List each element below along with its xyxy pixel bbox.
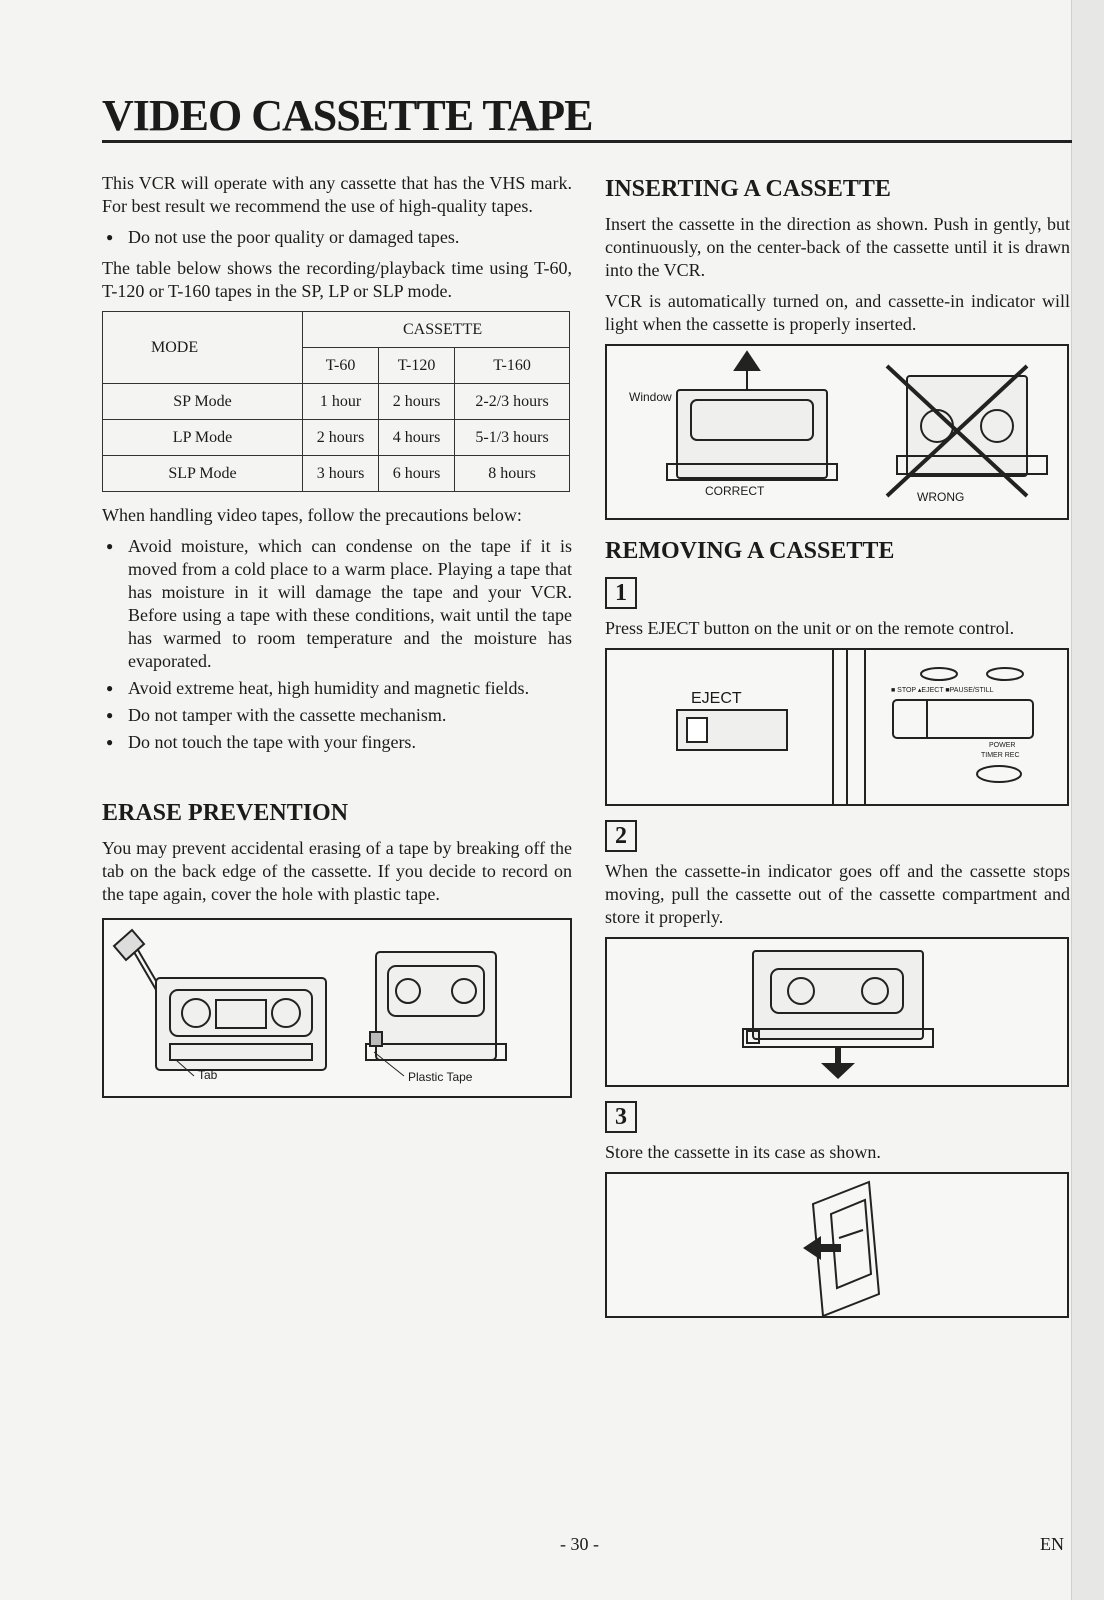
step-3-text: Store the cassette in its case as shown. — [605, 1142, 881, 1162]
cassette-icon — [743, 951, 933, 1047]
cell: 4 hours — [379, 420, 455, 456]
mode-header: MODE — [103, 312, 303, 384]
plastic-tape-label: Plastic Tape — [408, 1070, 473, 1084]
pull-out-illustration — [605, 937, 1069, 1087]
remote-control-icon — [865, 650, 1033, 804]
cassette-header: CASSETTE — [303, 312, 570, 348]
store-illustration — [605, 1172, 1069, 1318]
left-column — [102, 172, 572, 1098]
language-label: EN — [1040, 1534, 1064, 1554]
precaution-item: ● Do not touch the tape with your fingers. — [102, 731, 572, 754]
row-mode: LP Mode — [103, 420, 303, 456]
tab-label: Tab — [198, 1068, 218, 1082]
insert-direction-illustration — [607, 346, 1067, 518]
removing-heading: REMOVING A CASSETTE — [605, 538, 895, 564]
cell: 1 hour — [303, 384, 379, 420]
cassette-icon — [156, 978, 326, 1070]
row-mode: SLP Mode — [103, 456, 303, 492]
remote-button-labels: ■ STOP ▴EJECT ■PAUSE/STILL — [891, 687, 994, 694]
precaution-item: ● Do not tamper with the cassette mechanism. — [102, 704, 572, 727]
intro-bullets — [102, 226, 572, 249]
vcr-unit-icon — [677, 650, 847, 804]
cell: 6 hours — [379, 456, 455, 492]
step-2-text: When the cassette-in indicator goes off and the cassette stops moving, pull the cassette out of the cassette compartment and store it properly. — [605, 861, 1070, 927]
table-row — [103, 420, 570, 456]
store-cassette-illustration — [607, 1174, 1067, 1316]
cassette-icon — [366, 952, 506, 1060]
cassette-tab-illustration — [104, 920, 570, 1096]
power-label: POWER — [989, 742, 1016, 749]
step-1-text: Press EJECT button on the unit or on the remote control. — [605, 618, 1015, 638]
wrong-cassette-icon — [887, 366, 1047, 496]
title-rule — [102, 140, 1072, 143]
cell: 8 hours — [455, 456, 570, 492]
pull-cassette-illustration — [607, 939, 1067, 1085]
cell: 2 hours — [303, 420, 379, 456]
recording-time-table — [102, 311, 570, 492]
precaution-item: ● Avoid moisture, which can condense on the tape if it is moved from a cold place to a warm place. Playing a tape that has moisture in it will damage the tape and your VCR. Before using a tape with these conditions, wait until the tape has warmed to room temperature and the moisture has evaporated. — [102, 535, 572, 673]
intro-bullet: ● Do not use the poor quality or damaged tapes. — [102, 226, 572, 249]
cell: 2 hours — [379, 384, 455, 420]
page-edge — [1071, 0, 1104, 1600]
erase-illustration — [102, 918, 572, 1098]
column-header: T-120 — [379, 348, 455, 384]
column-header: T-60 — [303, 348, 379, 384]
erase-text: You may prevent accidental erasing of a tape by breaking off the tab on the back edge of the cassette. If you decide to record on the tape again, cover the hole with plastic tape. — [102, 838, 572, 904]
inserting-heading: INSERTING A CASSETTE — [605, 176, 891, 202]
step-2-number: 2 — [605, 820, 637, 852]
vcr-remote-illustration — [607, 650, 1067, 804]
precautions-list — [102, 535, 572, 754]
intro-text: This VCR will operate with any cassette that has the VHS mark. For best result we recommend the use of high-quality tapes. — [102, 173, 572, 216]
page-number: - 30 - — [560, 1534, 599, 1554]
timer-rec-label: TIMER REC — [981, 752, 1020, 759]
inserting-text-1: Insert the cassette in the direction as shown. Push in gently, but continuously, on the center-back of the cassette until it is drawn into the VCR. — [605, 214, 1070, 280]
erase-heading: ERASE PREVENTION — [102, 800, 349, 826]
column-header: T-160 — [455, 348, 570, 384]
page-title: VIDEO CASSETTE TAPE — [102, 91, 593, 140]
arrow-down-icon — [821, 1047, 855, 1079]
insert-illustration — [605, 344, 1069, 520]
cell: 5-1/3 hours — [455, 420, 570, 456]
step-1-number: 1 — [605, 577, 637, 609]
eject-illustration — [605, 648, 1069, 806]
table-row — [103, 384, 570, 420]
window-label: Window — [629, 390, 672, 404]
correct-cassette-icon — [667, 352, 837, 480]
row-mode: SP Mode — [103, 384, 303, 420]
right-column — [605, 172, 1070, 1318]
eject-label: EJECT — [691, 690, 742, 707]
inserting-text-2: VCR is automatically turned on, and cassette-in indicator will light when the cassette is properly inserted. — [605, 291, 1070, 334]
precaution-item: ● Avoid extreme heat, high humidity and magnetic fields. — [102, 677, 572, 700]
step-3-number: 3 — [605, 1101, 637, 1133]
table-intro: The table below shows the recording/playback time using T-60, T-120 or T-160 tapes in the SP, LP or SLP mode. — [102, 258, 572, 301]
cell: 3 hours — [303, 456, 379, 492]
cell: 2-2/3 hours — [455, 384, 570, 420]
correct-label: CORRECT — [705, 484, 765, 498]
wrong-label: WRONG — [917, 490, 965, 504]
handling-intro: When handling video tapes, follow the precautions below: — [102, 505, 522, 525]
table-row — [103, 456, 570, 492]
